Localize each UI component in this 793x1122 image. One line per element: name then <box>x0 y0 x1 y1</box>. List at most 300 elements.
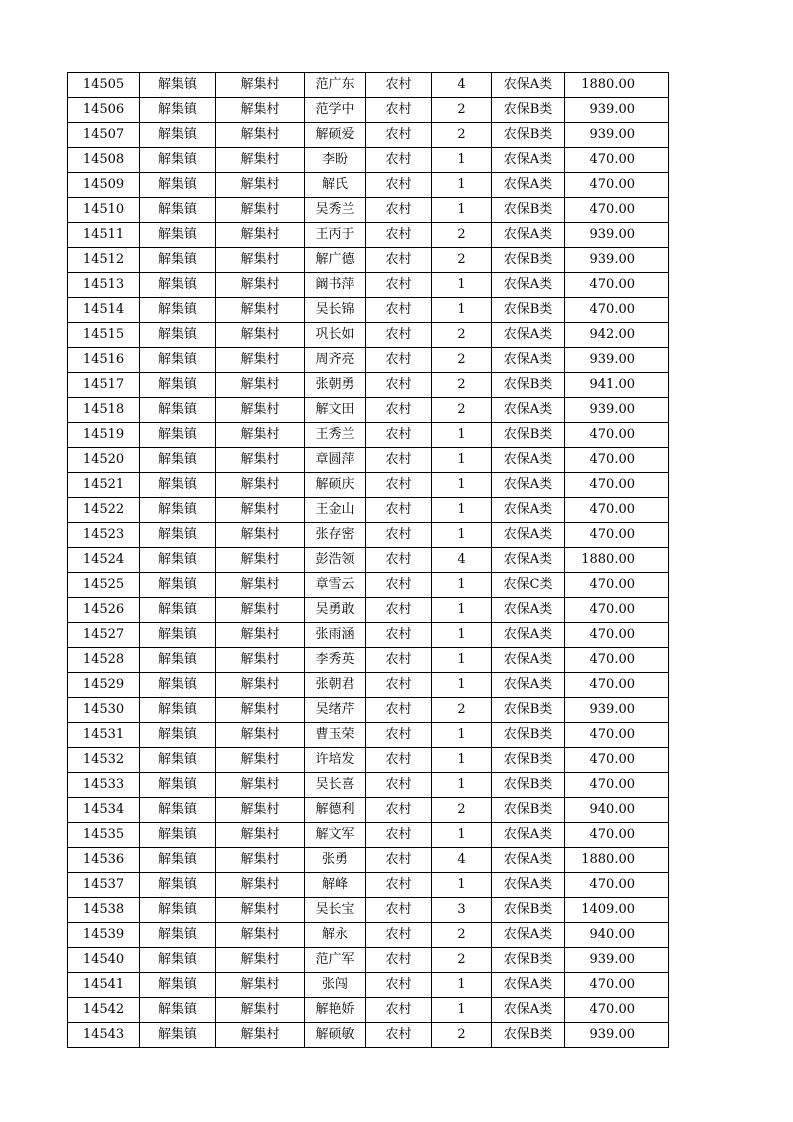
cell-type: 农村 <box>366 248 432 273</box>
cell-count: 1 <box>432 623 492 648</box>
cell-id: 14510 <box>68 198 140 223</box>
cell-village: 解集村 <box>216 848 305 873</box>
cell-id: 14508 <box>68 148 140 173</box>
cell-village: 解集村 <box>216 698 305 723</box>
cell-name: 李秀英 <box>305 648 366 673</box>
cell-type: 农村 <box>366 498 432 523</box>
cell-village: 解集村 <box>216 873 305 898</box>
cell-id: 14519 <box>68 423 140 448</box>
cell-category: 农保A类 <box>492 273 565 298</box>
cell-town: 解集镇 <box>140 223 216 248</box>
cell-village: 解集村 <box>216 248 305 273</box>
cell-type: 农村 <box>366 773 432 798</box>
cell-count: 2 <box>432 1023 492 1048</box>
cell-town: 解集镇 <box>140 348 216 373</box>
cell-name: 章雪云 <box>305 573 366 598</box>
cell-amount: 939.00 <box>565 123 669 148</box>
cell-id: 14531 <box>68 723 140 748</box>
table-row <box>68 648 669 673</box>
cell-village: 解集村 <box>216 973 305 998</box>
cell-town: 解集镇 <box>140 623 216 648</box>
cell-type: 农村 <box>366 848 432 873</box>
cell-type: 农村 <box>366 923 432 948</box>
cell-name: 解氏 <box>305 173 366 198</box>
cell-village: 解集村 <box>216 123 305 148</box>
table-row <box>68 298 669 323</box>
cell-id: 14530 <box>68 698 140 723</box>
cell-id: 14509 <box>68 173 140 198</box>
cell-amount: 939.00 <box>565 248 669 273</box>
cell-type: 农村 <box>366 348 432 373</box>
cell-name: 张存密 <box>305 523 366 548</box>
cell-id: 14540 <box>68 948 140 973</box>
cell-id: 14512 <box>68 248 140 273</box>
cell-count: 1 <box>432 673 492 698</box>
cell-amount: 1409.00 <box>565 898 669 923</box>
cell-category: 农保A类 <box>492 398 565 423</box>
table-row <box>68 923 669 948</box>
cell-amount: 470.00 <box>565 623 669 648</box>
cell-amount: 470.00 <box>565 973 669 998</box>
cell-type: 农村 <box>366 273 432 298</box>
cell-name: 许培发 <box>305 748 366 773</box>
cell-id: 14518 <box>68 398 140 423</box>
cell-category: 农保A类 <box>492 348 565 373</box>
table-row <box>68 273 669 298</box>
cell-village: 解集村 <box>216 348 305 373</box>
cell-village: 解集村 <box>216 73 305 98</box>
cell-type: 农村 <box>366 748 432 773</box>
cell-amount: 470.00 <box>565 723 669 748</box>
cell-village: 解集村 <box>216 148 305 173</box>
cell-id: 14525 <box>68 573 140 598</box>
cell-type: 农村 <box>366 398 432 423</box>
cell-type: 农村 <box>366 423 432 448</box>
table-row <box>68 998 669 1023</box>
cell-town: 解集镇 <box>140 448 216 473</box>
cell-id: 14526 <box>68 598 140 623</box>
cell-id: 14514 <box>68 298 140 323</box>
cell-category: 农保B类 <box>492 698 565 723</box>
cell-town: 解集镇 <box>140 848 216 873</box>
cell-town: 解集镇 <box>140 673 216 698</box>
cell-count: 1 <box>432 148 492 173</box>
cell-town: 解集镇 <box>140 523 216 548</box>
cell-type: 农村 <box>366 98 432 123</box>
cell-count: 2 <box>432 348 492 373</box>
cell-town: 解集镇 <box>140 748 216 773</box>
cell-amount: 470.00 <box>565 873 669 898</box>
cell-category: 农保B类 <box>492 298 565 323</box>
cell-count: 2 <box>432 123 492 148</box>
cell-id: 14532 <box>68 748 140 773</box>
cell-name: 巩长如 <box>305 323 366 348</box>
cell-name: 张闯 <box>305 973 366 998</box>
cell-amount: 470.00 <box>565 198 669 223</box>
table-row <box>68 948 669 973</box>
cell-town: 解集镇 <box>140 598 216 623</box>
cell-type: 农村 <box>366 873 432 898</box>
cell-name: 吴长锦 <box>305 298 366 323</box>
cell-town: 解集镇 <box>140 473 216 498</box>
cell-id: 14516 <box>68 348 140 373</box>
cell-type: 农村 <box>366 548 432 573</box>
cell-category: 农保A类 <box>492 973 565 998</box>
cell-town: 解集镇 <box>140 1023 216 1048</box>
cell-town: 解集镇 <box>140 798 216 823</box>
cell-id: 14520 <box>68 448 140 473</box>
cell-type: 农村 <box>366 1023 432 1048</box>
cell-category: 农保A类 <box>492 923 565 948</box>
cell-category: 农保B类 <box>492 373 565 398</box>
cell-count: 2 <box>432 698 492 723</box>
cell-name: 周齐亮 <box>305 348 366 373</box>
cell-amount: 470.00 <box>565 523 669 548</box>
cell-amount: 939.00 <box>565 1023 669 1048</box>
cell-type: 农村 <box>366 223 432 248</box>
table-row <box>68 873 669 898</box>
cell-amount: 470.00 <box>565 273 669 298</box>
cell-village: 解集村 <box>216 448 305 473</box>
cell-type: 农村 <box>366 473 432 498</box>
cell-town: 解集镇 <box>140 298 216 323</box>
cell-category: 农保A类 <box>492 448 565 473</box>
cell-count: 2 <box>432 323 492 348</box>
cell-amount: 470.00 <box>565 498 669 523</box>
cell-town: 解集镇 <box>140 648 216 673</box>
cell-type: 农村 <box>366 973 432 998</box>
cell-type: 农村 <box>366 623 432 648</box>
cell-count: 2 <box>432 948 492 973</box>
cell-village: 解集村 <box>216 798 305 823</box>
cell-name: 解峰 <box>305 873 366 898</box>
cell-name: 范学中 <box>305 98 366 123</box>
table-row <box>68 323 669 348</box>
cell-count: 1 <box>432 823 492 848</box>
cell-id: 14534 <box>68 798 140 823</box>
cell-village: 解集村 <box>216 673 305 698</box>
cell-village: 解集村 <box>216 298 305 323</box>
cell-count: 2 <box>432 98 492 123</box>
cell-town: 解集镇 <box>140 973 216 998</box>
cell-type: 农村 <box>366 198 432 223</box>
cell-count: 2 <box>432 223 492 248</box>
cell-type: 农村 <box>366 298 432 323</box>
table-row <box>68 523 669 548</box>
cell-id: 14521 <box>68 473 140 498</box>
cell-amount: 1880.00 <box>565 73 669 98</box>
cell-type: 农村 <box>366 598 432 623</box>
table-row <box>68 848 669 873</box>
table-row <box>68 73 669 98</box>
cell-amount: 470.00 <box>565 148 669 173</box>
cell-village: 解集村 <box>216 623 305 648</box>
cell-category: 农保A类 <box>492 848 565 873</box>
cell-name: 解永 <box>305 923 366 948</box>
cell-id: 14537 <box>68 873 140 898</box>
cell-category: 农保A类 <box>492 323 565 348</box>
cell-village: 解集村 <box>216 98 305 123</box>
cell-count: 1 <box>432 648 492 673</box>
cell-id: 14524 <box>68 548 140 573</box>
cell-category: 农保B类 <box>492 798 565 823</box>
cell-category: 农保A类 <box>492 873 565 898</box>
cell-name: 解德利 <box>305 798 366 823</box>
table-row <box>68 798 669 823</box>
cell-village: 解集村 <box>216 273 305 298</box>
cell-town: 解集镇 <box>140 498 216 523</box>
cell-village: 解集村 <box>216 173 305 198</box>
cell-category: 农保B类 <box>492 423 565 448</box>
cell-category: 农保B类 <box>492 723 565 748</box>
cell-amount: 941.00 <box>565 373 669 398</box>
cell-count: 2 <box>432 373 492 398</box>
cell-id: 14533 <box>68 773 140 798</box>
table-row <box>68 148 669 173</box>
cell-town: 解集镇 <box>140 723 216 748</box>
cell-count: 1 <box>432 423 492 448</box>
cell-type: 农村 <box>366 173 432 198</box>
cell-town: 解集镇 <box>140 123 216 148</box>
records-table <box>67 72 669 1048</box>
cell-id: 14539 <box>68 923 140 948</box>
cell-village: 解集村 <box>216 823 305 848</box>
cell-village: 解集村 <box>216 223 305 248</box>
table-row <box>68 223 669 248</box>
table-row <box>68 1023 669 1048</box>
cell-count: 1 <box>432 598 492 623</box>
cell-name: 吴绪芹 <box>305 698 366 723</box>
cell-id: 14538 <box>68 898 140 923</box>
cell-type: 农村 <box>366 798 432 823</box>
cell-category: 农保B类 <box>492 748 565 773</box>
cell-village: 解集村 <box>216 473 305 498</box>
table-row <box>68 623 669 648</box>
cell-id: 14542 <box>68 998 140 1023</box>
table-row <box>68 498 669 523</box>
cell-name: 阚书萍 <box>305 273 366 298</box>
cell-count: 1 <box>432 523 492 548</box>
cell-town: 解集镇 <box>140 98 216 123</box>
cell-amount: 470.00 <box>565 423 669 448</box>
table-row <box>68 448 669 473</box>
table-row <box>68 398 669 423</box>
cell-town: 解集镇 <box>140 323 216 348</box>
cell-category: 农保B类 <box>492 248 565 273</box>
cell-name: 彭浩领 <box>305 548 366 573</box>
cell-type: 农村 <box>366 698 432 723</box>
table-row <box>68 173 669 198</box>
cell-town: 解集镇 <box>140 273 216 298</box>
cell-village: 解集村 <box>216 573 305 598</box>
table-row <box>68 773 669 798</box>
cell-id: 14507 <box>68 123 140 148</box>
cell-category: 农保B类 <box>492 948 565 973</box>
cell-town: 解集镇 <box>140 373 216 398</box>
cell-category: 农保A类 <box>492 623 565 648</box>
cell-name: 王丙于 <box>305 223 366 248</box>
cell-village: 解集村 <box>216 1023 305 1048</box>
cell-name: 解硕庆 <box>305 473 366 498</box>
cell-town: 解集镇 <box>140 248 216 273</box>
cell-count: 1 <box>432 298 492 323</box>
cell-type: 农村 <box>366 573 432 598</box>
table-row <box>68 673 669 698</box>
cell-amount: 470.00 <box>565 773 669 798</box>
cell-village: 解集村 <box>216 748 305 773</box>
cell-category: 农保B类 <box>492 123 565 148</box>
cell-village: 解集村 <box>216 373 305 398</box>
cell-name: 解文田 <box>305 398 366 423</box>
cell-town: 解集镇 <box>140 873 216 898</box>
cell-category: 农保A类 <box>492 173 565 198</box>
cell-name: 解广德 <box>305 248 366 273</box>
cell-type: 农村 <box>366 898 432 923</box>
cell-category: 农保A类 <box>492 148 565 173</box>
cell-village: 解集村 <box>216 773 305 798</box>
cell-name: 吴长喜 <box>305 773 366 798</box>
cell-town: 解集镇 <box>140 148 216 173</box>
cell-category: 农保A类 <box>492 673 565 698</box>
cell-town: 解集镇 <box>140 398 216 423</box>
cell-count: 4 <box>432 848 492 873</box>
cell-village: 解集村 <box>216 923 305 948</box>
cell-name: 范广军 <box>305 948 366 973</box>
cell-name: 解硕爱 <box>305 123 366 148</box>
records-table-body <box>68 73 669 1048</box>
cell-count: 4 <box>432 548 492 573</box>
cell-name: 王金山 <box>305 498 366 523</box>
cell-type: 农村 <box>366 323 432 348</box>
cell-id: 14506 <box>68 98 140 123</box>
cell-name: 张朝勇 <box>305 373 366 398</box>
table-row <box>68 423 669 448</box>
cell-category: 农保B类 <box>492 898 565 923</box>
cell-town: 解集镇 <box>140 698 216 723</box>
cell-village: 解集村 <box>216 423 305 448</box>
cell-name: 解硕敏 <box>305 1023 366 1048</box>
cell-amount: 939.00 <box>565 948 669 973</box>
cell-town: 解集镇 <box>140 773 216 798</box>
table-row <box>68 973 669 998</box>
cell-village: 解集村 <box>216 648 305 673</box>
cell-name: 章圆萍 <box>305 448 366 473</box>
cell-town: 解集镇 <box>140 423 216 448</box>
cell-type: 农村 <box>366 148 432 173</box>
cell-name: 张雨涵 <box>305 623 366 648</box>
cell-village: 解集村 <box>216 598 305 623</box>
table-row <box>68 348 669 373</box>
cell-category: 农保A类 <box>492 548 565 573</box>
cell-type: 农村 <box>366 523 432 548</box>
table-row <box>68 198 669 223</box>
cell-village: 解集村 <box>216 948 305 973</box>
cell-amount: 470.00 <box>565 473 669 498</box>
cell-category: 农保A类 <box>492 998 565 1023</box>
cell-count: 2 <box>432 248 492 273</box>
cell-category: 农保A类 <box>492 498 565 523</box>
cell-category: 农保B类 <box>492 773 565 798</box>
cell-count: 1 <box>432 273 492 298</box>
cell-name: 解文军 <box>305 823 366 848</box>
cell-count: 2 <box>432 923 492 948</box>
cell-town: 解集镇 <box>140 548 216 573</box>
cell-type: 农村 <box>366 73 432 98</box>
cell-type: 农村 <box>366 373 432 398</box>
table-row <box>68 473 669 498</box>
cell-village: 解集村 <box>216 898 305 923</box>
table-row <box>68 823 669 848</box>
cell-town: 解集镇 <box>140 998 216 1023</box>
cell-category: 农保A类 <box>492 523 565 548</box>
table-row <box>68 748 669 773</box>
cell-amount: 470.00 <box>565 573 669 598</box>
table-row <box>68 373 669 398</box>
cell-category: 农保A类 <box>492 598 565 623</box>
cell-town: 解集镇 <box>140 198 216 223</box>
cell-count: 1 <box>432 748 492 773</box>
cell-amount: 939.00 <box>565 398 669 423</box>
cell-name: 张朝君 <box>305 673 366 698</box>
cell-amount: 470.00 <box>565 298 669 323</box>
cell-name: 吴勇敢 <box>305 598 366 623</box>
cell-count: 1 <box>432 173 492 198</box>
cell-name: 曹玉荣 <box>305 723 366 748</box>
table-row <box>68 598 669 623</box>
cell-id: 14517 <box>68 373 140 398</box>
cell-id: 14515 <box>68 323 140 348</box>
cell-category: 农保A类 <box>492 223 565 248</box>
cell-count: 2 <box>432 798 492 823</box>
cell-name: 吴秀兰 <box>305 198 366 223</box>
cell-category: 农保B类 <box>492 198 565 223</box>
cell-amount: 470.00 <box>565 823 669 848</box>
cell-name: 解艳娇 <box>305 998 366 1023</box>
cell-type: 农村 <box>366 998 432 1023</box>
cell-category: 农保A类 <box>492 473 565 498</box>
cell-id: 14511 <box>68 223 140 248</box>
cell-amount: 939.00 <box>565 223 669 248</box>
cell-count: 1 <box>432 723 492 748</box>
cell-count: 1 <box>432 873 492 898</box>
cell-category: 农保B类 <box>492 1023 565 1048</box>
table-row <box>68 698 669 723</box>
cell-id: 14543 <box>68 1023 140 1048</box>
cell-town: 解集镇 <box>140 923 216 948</box>
cell-village: 解集村 <box>216 523 305 548</box>
cell-count: 1 <box>432 198 492 223</box>
cell-type: 农村 <box>366 123 432 148</box>
cell-count: 1 <box>432 448 492 473</box>
cell-amount: 1880.00 <box>565 548 669 573</box>
table-row <box>68 248 669 273</box>
cell-type: 农村 <box>366 648 432 673</box>
cell-count: 1 <box>432 973 492 998</box>
cell-name: 吴长宝 <box>305 898 366 923</box>
cell-village: 解集村 <box>216 548 305 573</box>
cell-count: 1 <box>432 573 492 598</box>
table-row <box>68 898 669 923</box>
cell-type: 农村 <box>366 948 432 973</box>
cell-count: 1 <box>432 773 492 798</box>
cell-village: 解集村 <box>216 198 305 223</box>
cell-name: 张勇 <box>305 848 366 873</box>
cell-id: 14505 <box>68 73 140 98</box>
cell-village: 解集村 <box>216 498 305 523</box>
cell-type: 农村 <box>366 723 432 748</box>
cell-category: 农保A类 <box>492 73 565 98</box>
cell-amount: 470.00 <box>565 598 669 623</box>
